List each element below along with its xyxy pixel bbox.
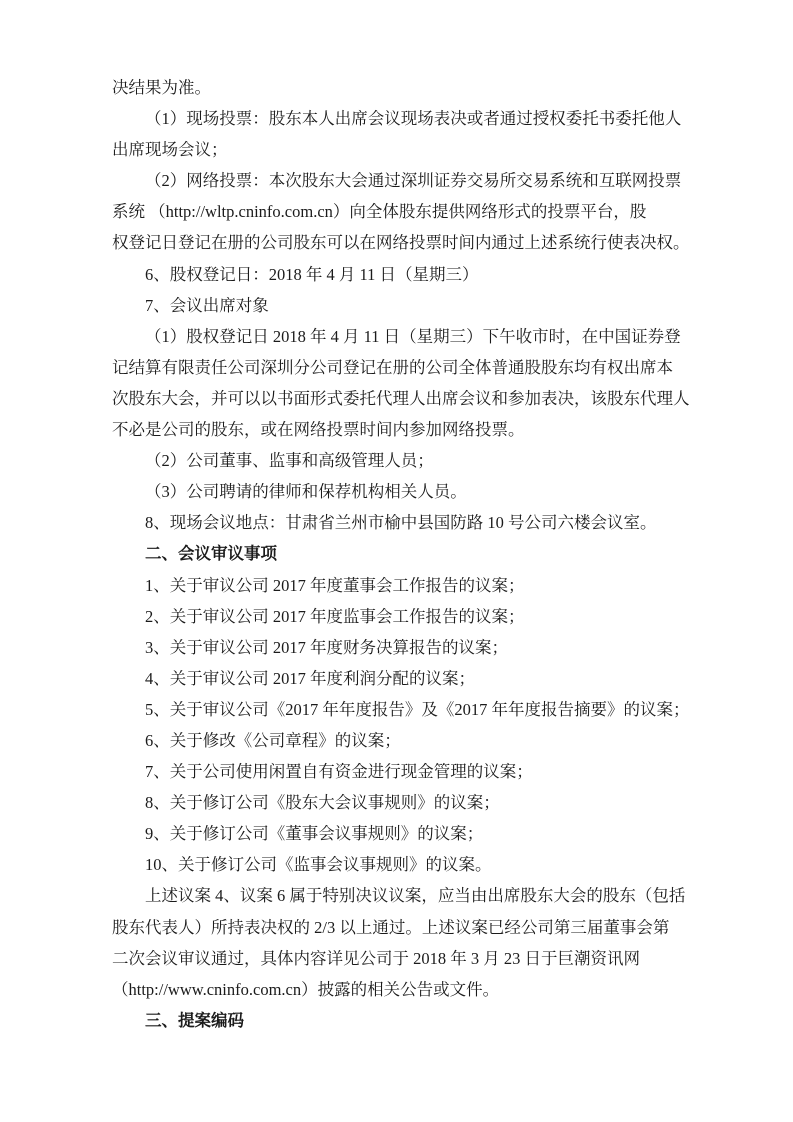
text-line: 次股东大会，并可以以书面形式委托代理人出席会议和参加表决，该股东代理人 [112,388,690,408]
text-line: 4、关于审议公司 2017 年度利润分配的议案； [145,668,475,688]
text-line: 8、关于修订公司《股东大会议事规则》的议案； [145,793,500,813]
text-line: （2）公司董事、监事和高级管理人员； [145,451,434,471]
text-line: 记结算有限责任公司深圳分公司登记在册的公司全体普通股股东均有权出席本 [112,357,673,377]
text-line: 不必是公司的股东，或在网络投票时间内参加网络投票。 [112,420,525,440]
section-heading: 三、提案编码 [145,1010,244,1030]
text-line: （1）现场投票：股东本人出席会议现场表决或者通过授权委托书委托他人 [145,109,682,129]
text-line: 6、关于修改《公司章程》的议案； [145,730,401,750]
text-line: 上述议案 4、议案 6 属于特别决议议案，应当由出席股东大会的股东（包括 [145,886,686,906]
text-line: 10、关于修订公司《监事会议事规则》的议案。 [145,855,492,875]
text-line: （3）公司聘请的律师和保荐机构相关人员。 [145,482,467,502]
text-line: （http://www.cninfo.com.cn）披露的相关公告或文件。 [112,979,500,999]
text-line: 3、关于审议公司 2017 年度财务决算报告的议案； [145,637,508,657]
text-line: 权登记日登记在册的公司股东可以在网络投票时间内通过上述系统行使表决权。 [112,233,690,253]
text-line: 决结果为准。 [112,78,211,97]
text-line: 5、关于审议公司《2017 年年度报告》及《2017 年年度报告摘要》的议案； [145,699,690,719]
text-line: （2）网络投票：本次股东大会通过深圳证券交易所交易系统和互联网投票 [145,171,682,191]
text-line: 7、关于公司使用闲置自有资金进行现金管理的议案； [145,762,533,782]
text-line: 股东代表人）所持表决权的 2/3 以上通过。上述议案已经公司第三届董事会第 [112,917,670,937]
text-line: （1）股权登记日 2018 年 4 月 11 日（星期三）下午收市时，在中国证券登 [145,326,681,346]
text-line: 2、关于审议公司 2017 年度监事会工作报告的议案； [145,606,525,626]
text-line: 系统 （http://wltp.cninfo.com.cn）向全体股东提供网络形式的投票平台，股 [112,202,647,222]
text-line: 1、关于审议公司 2017 年度董事会工作报告的议案； [145,575,525,595]
section-heading: 二、会议审议事项 [145,544,277,564]
text-line: 7、会议出席对象 [145,295,269,315]
text-line: 6、股权登记日：2018 年 4 月 11 日（星期三） [145,264,479,284]
text-line: 二次会议审议通过，具体内容详见公司于 2018 年 3 月 23 日于巨潮资讯网 [112,948,640,968]
text-line: 8、现场会议地点：甘肃省兰州市榆中县国防路 10 号公司六楼会议室。 [145,513,657,533]
document-body [112,72,690,1036]
text-line: 出席现场会议； [112,140,228,160]
text-line: 9、关于修订公司《董事会议事规则》的议案； [145,824,484,844]
